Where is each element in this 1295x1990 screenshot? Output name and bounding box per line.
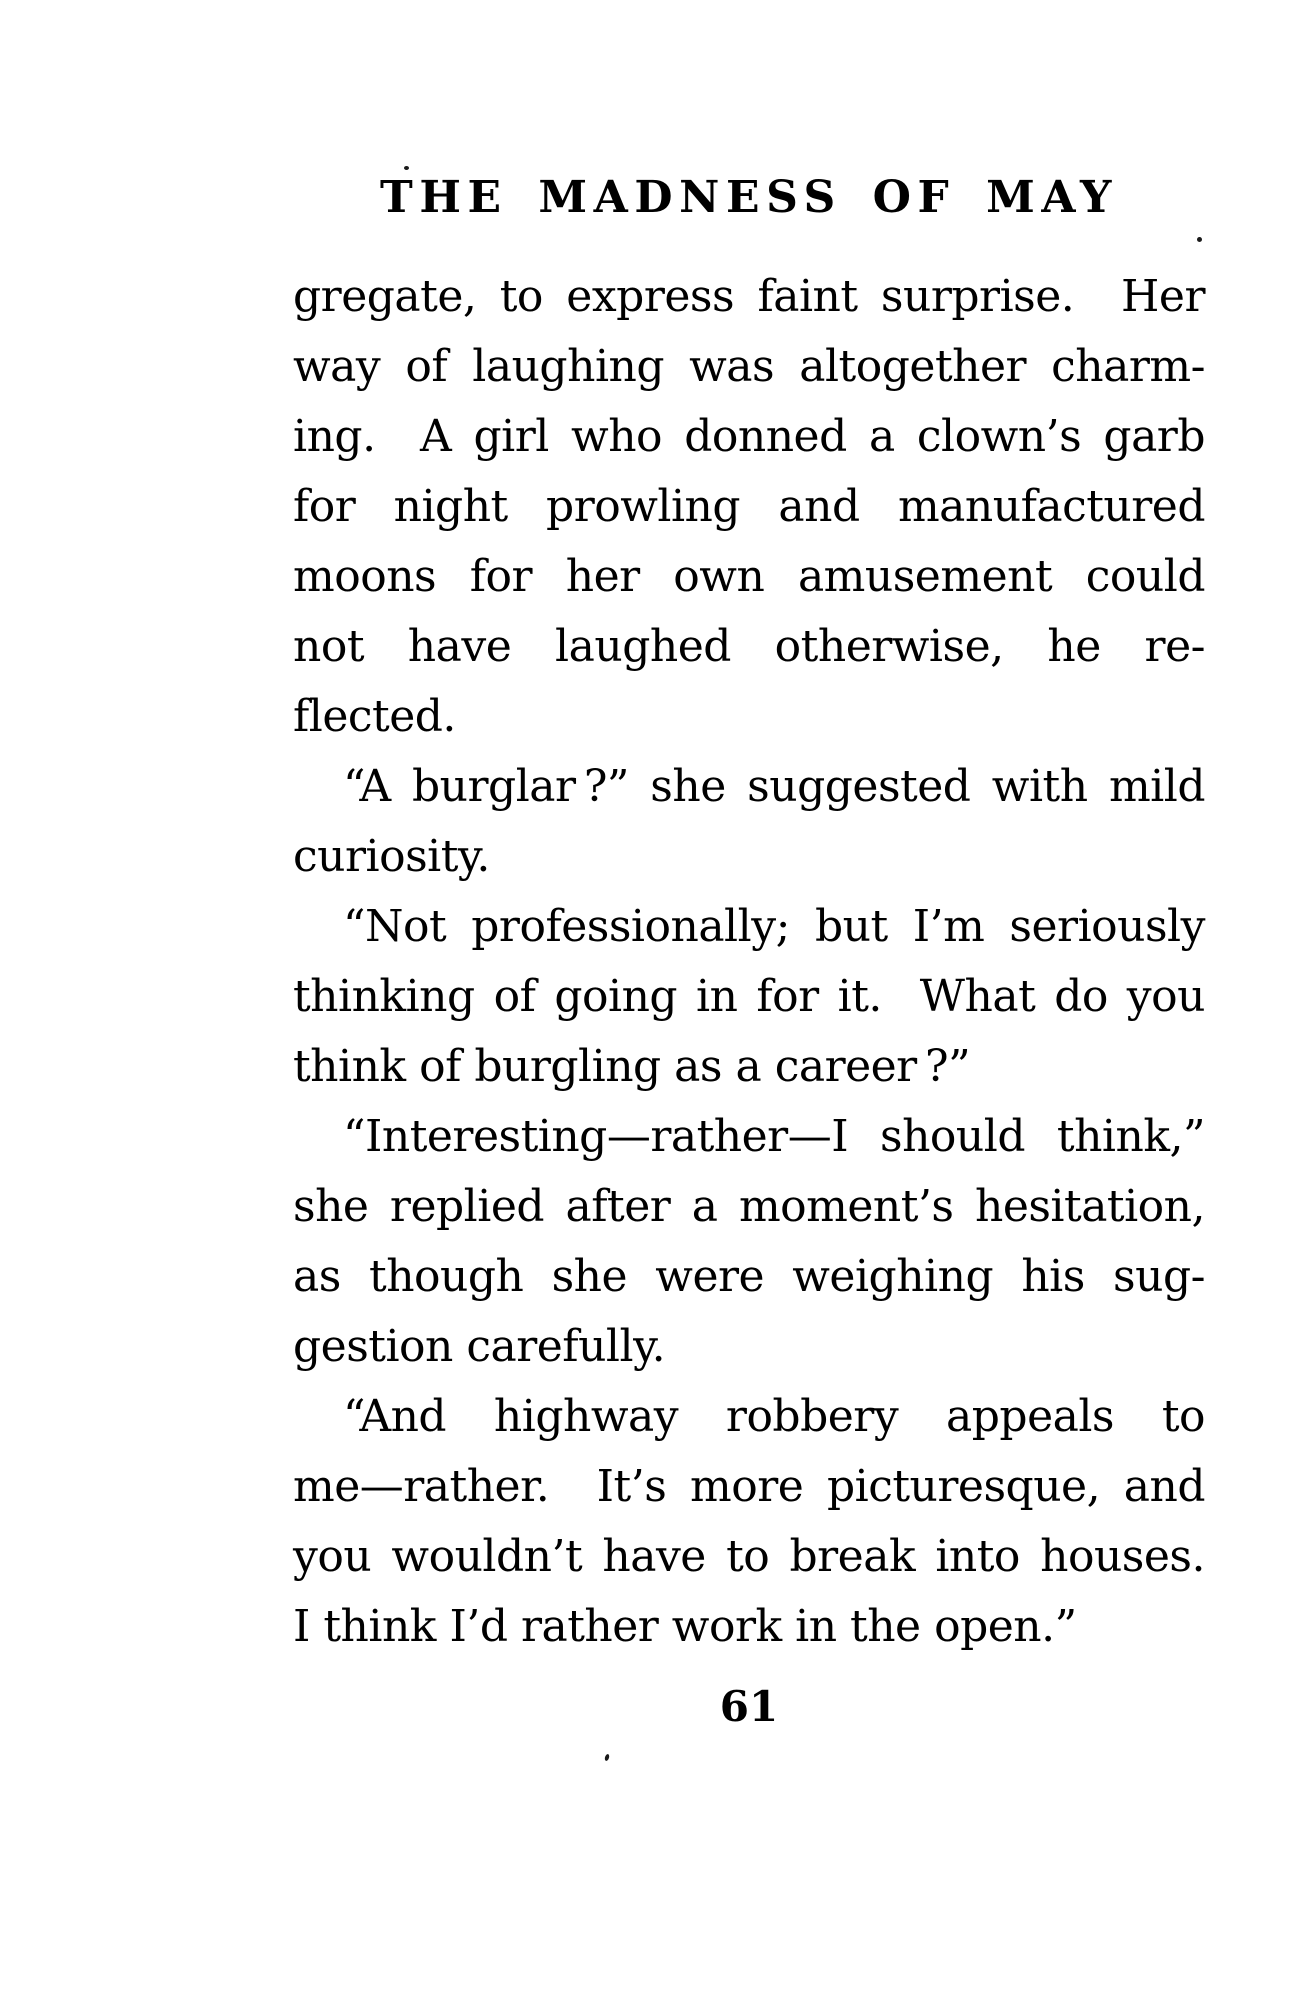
text-line: think of burgling as a career ?” xyxy=(293,1041,971,1092)
text-line: you wouldn’t have to break into houses. xyxy=(293,1531,1205,1582)
text-line: “Not professionally; but I’m seriously xyxy=(343,901,1205,952)
body-text xyxy=(293,262,1205,1662)
text-line: flected. xyxy=(293,691,456,742)
text-line: gestion carefully. xyxy=(293,1321,666,1372)
text-line: she replied after a moment’s hesitation, xyxy=(293,1181,1205,1232)
text-line: “A burglar ?” she suggested with mild xyxy=(343,761,1205,812)
page-number: 61 xyxy=(719,1682,779,1731)
text-line: way of laughing was altogether charm- xyxy=(293,341,1205,392)
text-line: “And highway robbery appeals to xyxy=(343,1391,1205,1442)
text-line: “Interesting—rather—I should think,” xyxy=(343,1111,1205,1162)
text-line: gregate, to express faint surprise. Her xyxy=(293,271,1205,322)
text-line: I think I’d rather work in the open.” xyxy=(293,1601,1077,1652)
text-line: ing. A girl who donned a clown’s garb xyxy=(293,411,1205,462)
running-header: THE MADNESS OF MAY xyxy=(380,172,1118,223)
text-line: moons for her own amusement could xyxy=(293,551,1205,602)
text-line: not have laughed otherwise, he re- xyxy=(293,621,1205,672)
text-line: as though she were weighing his sug- xyxy=(293,1251,1205,1302)
text-line: me—rather. It’s more picturesque, and xyxy=(293,1461,1205,1512)
text-line: for night prowling and manufactured xyxy=(293,481,1205,532)
text-line: thinking of going in for it. What do you xyxy=(293,971,1205,1022)
ink-speck xyxy=(404,166,409,170)
text-line: curiosity. xyxy=(293,831,490,882)
ink-speck xyxy=(1197,237,1202,242)
ink-speck xyxy=(604,1754,610,1762)
